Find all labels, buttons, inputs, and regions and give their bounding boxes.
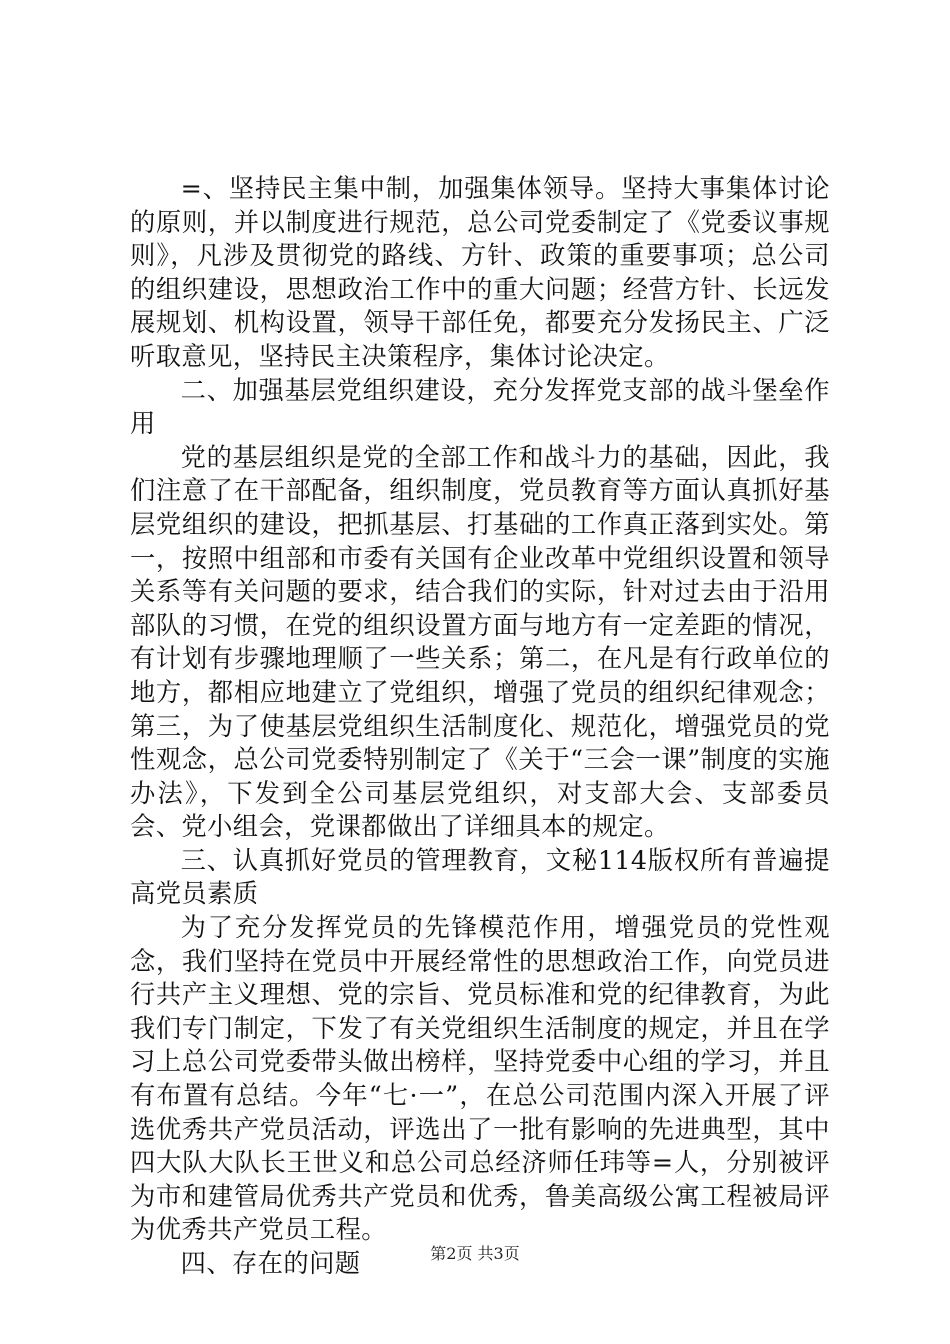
page-number-footer: 第2页 共3页 bbox=[430, 1244, 520, 1263]
paragraph-democratic-centralism: =、坚持民主集中制，加强集体领导。坚持大事集体讨论的原则，并以制度进行规范，总公司党委制定了《党委议事规则》，凡涉及贯彻党的路线、方针、政策的重要事项；总公司的组织建设，思想政治工作中的重大问题；经营方针、长远发展规划、机构设置，领导干部任免，都要充分发扬民主、广泛听取意见，坚持民主决策程序，集体讨论决定。 bbox=[130, 174, 830, 371]
paragraph-grassroots-organization: 党的基层组织是党的全部工作和战斗力的基础，因此，我们注意了在干部配备，组织制度，党员教育等方面认真抓好基层党组织的建设，把抓基层、打基础的工作真正落到实处。第一，按照中组部和市委有关国有企业改革中党组织设置和领导关系等有关问题的要求，结合我们的实际，针对过去由于沿用部队的习惯，在党的组织设置方面与地方有一定差距的情况，有计划有步骤地理顺了一些关系；第二，在凡是有行政单位的地方，都相应地建立了党组织，增强了党员的组织纪律观念；第三，为了使基层党组织生活制度化、规范化，增强党员的党性观念，总公司党委特别制定了《关于“三会一课”制度的实施办法》，下发到全公司基层党组织，对支部大会、支部委员会、党小组会，党课都做出了详细具本的规定。 bbox=[130, 442, 830, 842]
heading-existing-problems: 四、存在的问题 bbox=[180, 1249, 361, 1278]
heading-grassroots-organization: 二、加强基层党组织建设，充分发挥党支部的战斗堡垒作用 bbox=[130, 375, 830, 439]
heading-member-education: 三、认真抓好党员的管理教育，文秘114版权所有普遍提高党员素质 bbox=[130, 845, 830, 909]
paragraph-member-education: 为了充分发挥党员的先锋模范作用，增强党员的党性观念，我们坚持在党员中开展经常性的思想政治工作，向党员进行共产主义理想、党的宗旨、党员标准和党的纪律教育，为此我们专门制定，下发了有关党组织生活制度的规定，并且在学习上总公司党委带头做出榜样，坚持党委中心组的学习，并且有布置有总结。今年“七·一”，在总公司范围内深入开展了评选优秀共产党员活动，评选出了一批有影响的先进典型，其中四大队大队长王世义和总公司总经济师任玮等=人，分别被评为市和建管局优秀共产党员和优秀，鲁美高级公寓工程被局评为优秀共产党员工程。 bbox=[130, 913, 830, 1245]
document-body bbox=[130, 172, 830, 1281]
